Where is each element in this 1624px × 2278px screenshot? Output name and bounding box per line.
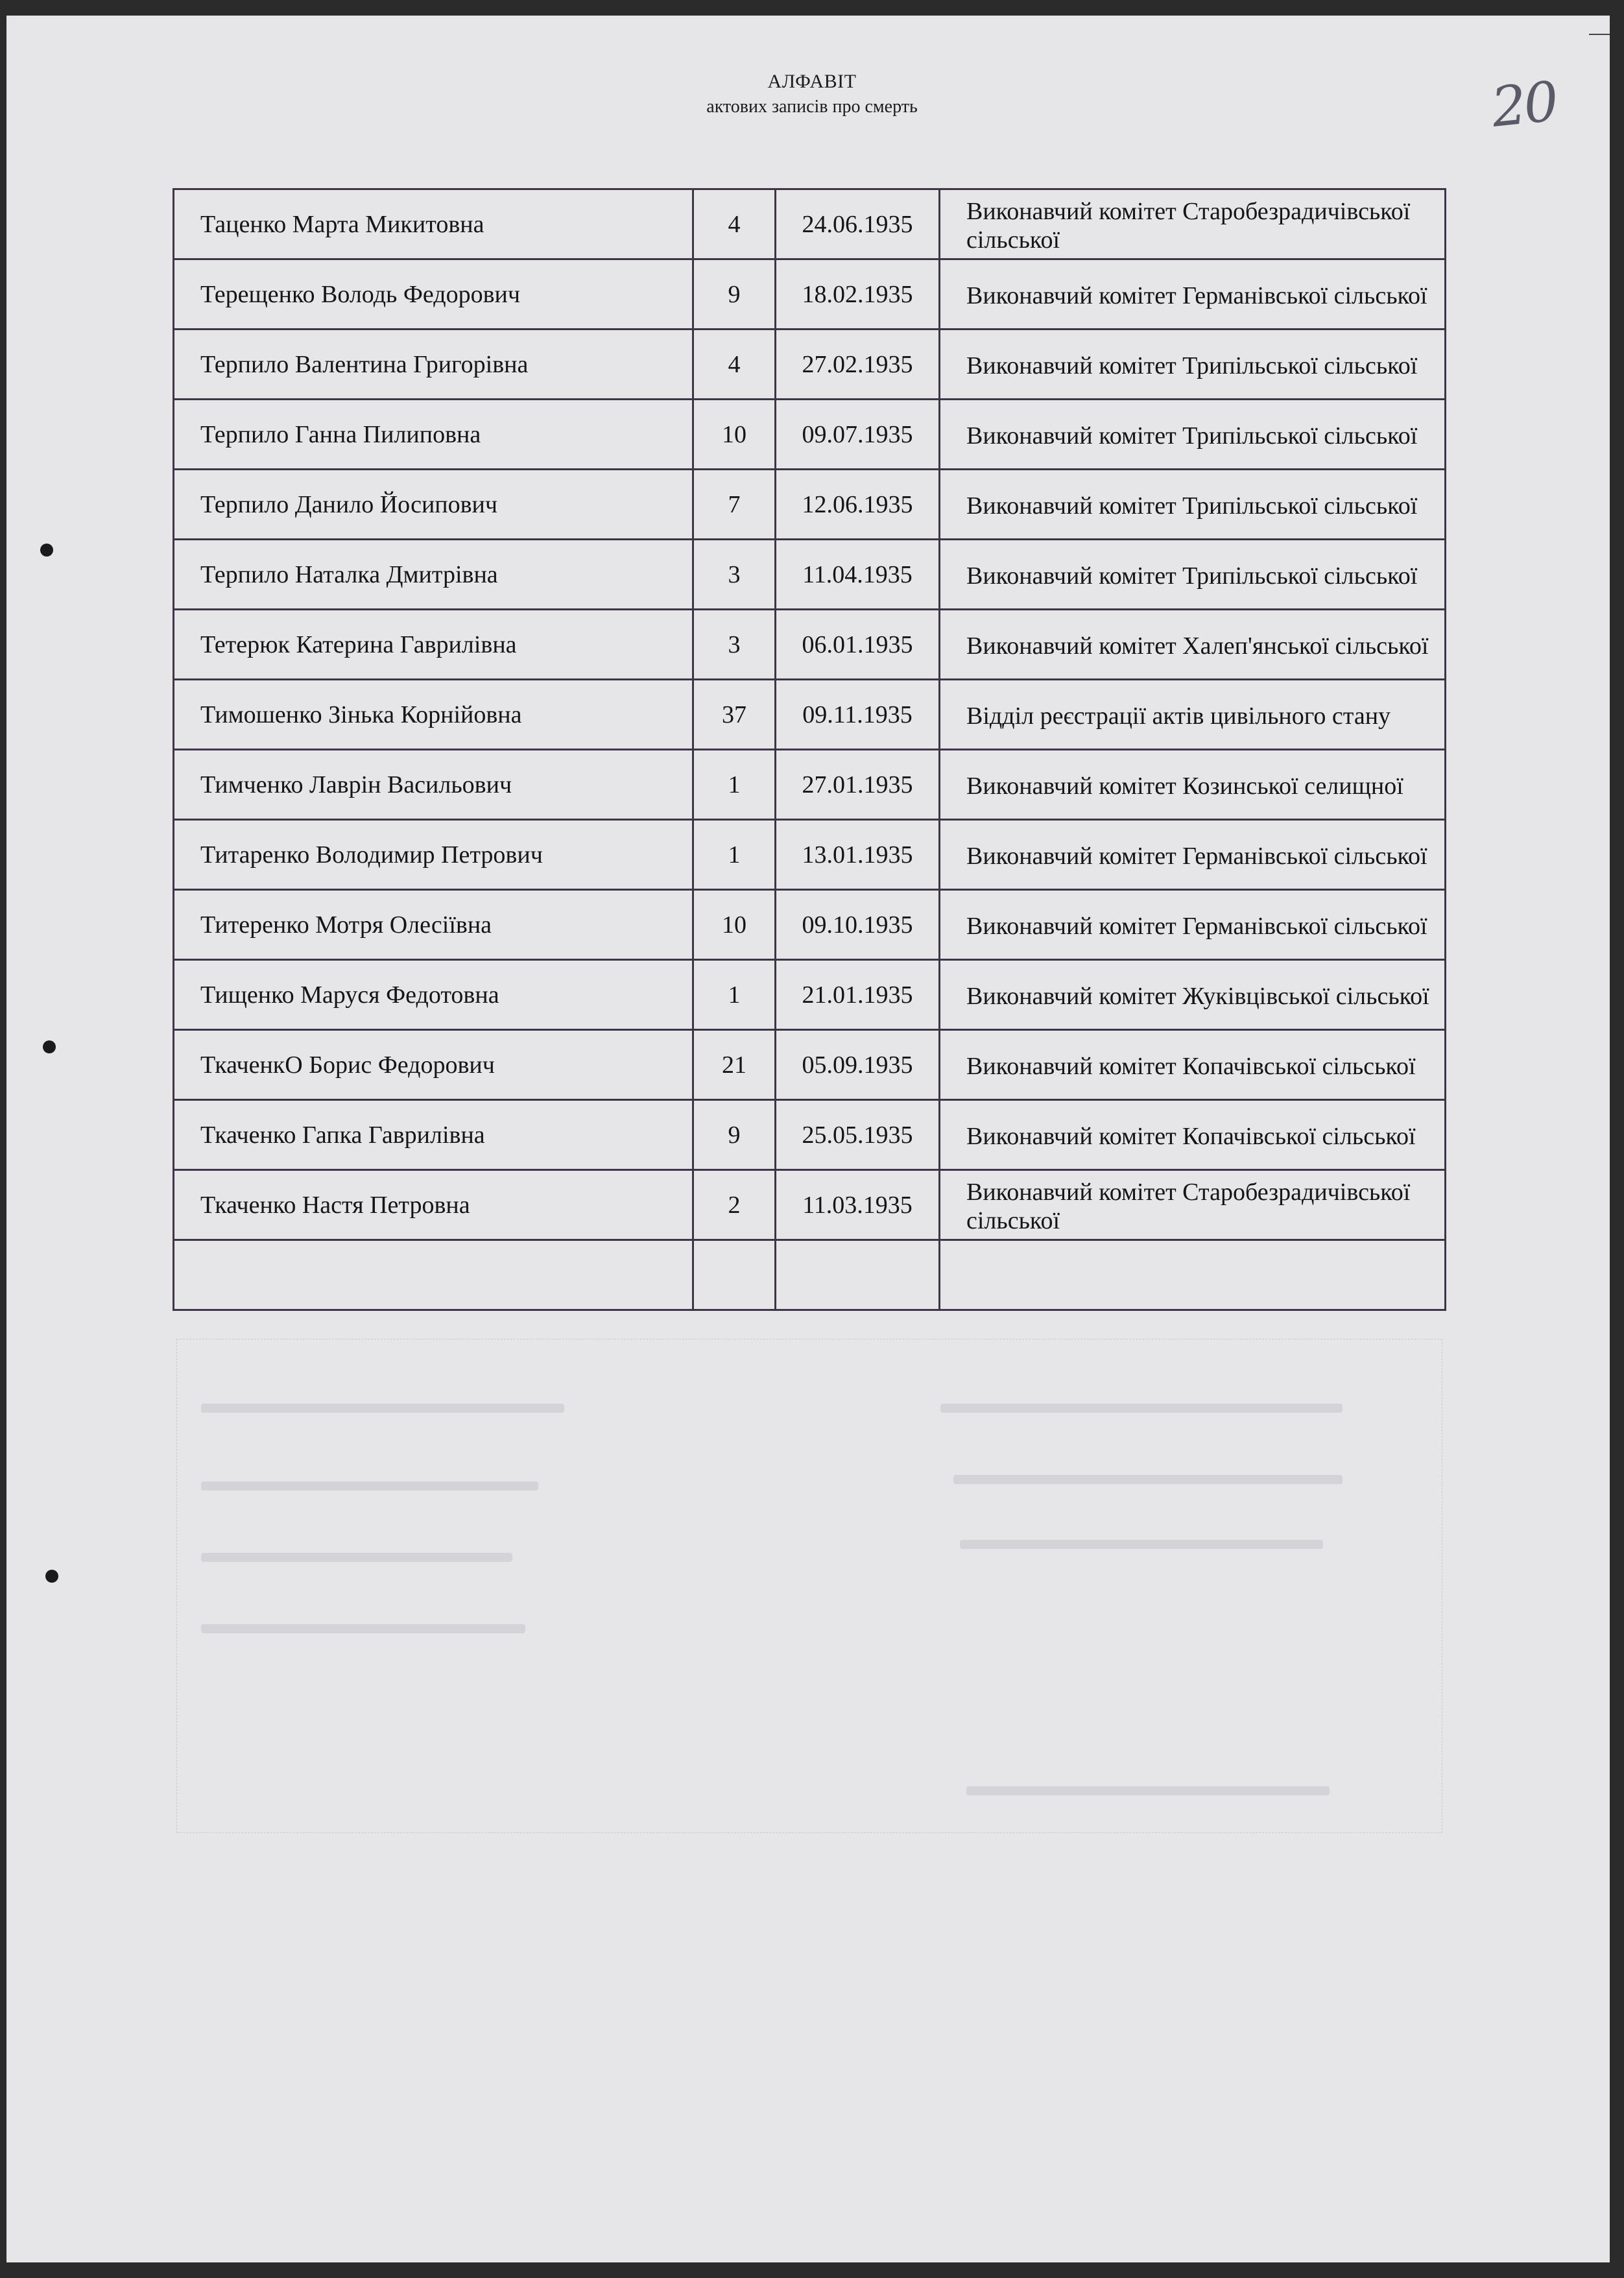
record-office: Виконавчий комітет Германівської сільської [940,820,1446,890]
record-office: Виконавчий комітет Трипільської сільської [940,330,1446,400]
record-office: Виконавчий комітет Халеп'янської сільської [940,610,1446,680]
table-row [174,610,1446,680]
record-office: Виконавчий комітет Трипільської сільської [940,540,1446,610]
record-date: 05.09.1935 [776,1030,940,1100]
record-number: 4 [693,189,776,259]
record-number: 4 [693,330,776,400]
record-office: Виконавчий комітет Трипільської сільської [940,400,1446,470]
record-date: 27.02.1935 [776,330,940,400]
record-number: 3 [693,610,776,680]
death-records-table [173,188,1446,1311]
table-row [174,750,1446,820]
record-office: Відділ реєстрації актів цивільного стану [940,680,1446,750]
bleed-through-table [176,1339,1442,1833]
bleed-through-line [953,1475,1343,1484]
table-row [174,890,1446,960]
punch-hole [45,1570,58,1583]
punch-hole [40,544,53,557]
table-row [174,540,1446,610]
record-name: Таценко Марта Микитовна [174,189,693,259]
record-office: Виконавчий комітет Германівської сільської [940,890,1446,960]
document-header [6,69,1610,119]
record-number: 1 [693,960,776,1030]
record-number: 7 [693,470,776,540]
record-name: ТкаченкО Борис Федорович [174,1030,693,1100]
record-date: 12.06.1935 [776,470,940,540]
record-date: 09.11.1935 [776,680,940,750]
record-date: 13.01.1935 [776,820,940,890]
document-title: АЛФАВІТ [767,71,857,92]
record-name: Титаренко Володимир Петрович [174,820,693,890]
handwritten-page-number: 20 [1488,69,1559,139]
bleed-through-line [201,1404,564,1413]
record-date: 24.06.1935 [776,189,940,259]
record-number: 1 [693,820,776,890]
record-date: 06.01.1935 [776,610,940,680]
record-name: Ткаченко Гапка Гаврилівна [174,1100,693,1170]
table-row [174,330,1446,400]
record-name [174,1240,693,1310]
record-date: 25.05.1935 [776,1100,940,1170]
record-number: 10 [693,890,776,960]
record-name: Тищенко Маруся Федотовна [174,960,693,1030]
record-name: Терпило Наталка Дмитрівна [174,540,693,610]
record-date: 18.02.1935 [776,259,940,330]
page-corner-mark [1589,34,1610,56]
table-row [174,259,1446,330]
record-name: Тимошенко Зінька Корнійовна [174,680,693,750]
table-row [174,820,1446,890]
record-date: 09.07.1935 [776,400,940,470]
record-name: Терпило Данило Йосипович [174,470,693,540]
record-number: 21 [693,1030,776,1100]
bleed-through-line [940,1404,1343,1413]
record-name: Ткаченко Настя Петровна [174,1170,693,1240]
record-number: 1 [693,750,776,820]
table-row [174,680,1446,750]
table-row [174,960,1446,1030]
bleed-through-line [201,1481,538,1491]
record-office: Виконавчий комітет Копачівської сільської [940,1100,1446,1170]
record-name: Терпило Ганна Пилиповна [174,400,693,470]
bleed-through-line [201,1624,525,1633]
record-date: 09.10.1935 [776,890,940,960]
bleed-through-line [960,1540,1323,1549]
document-page [6,16,1610,2262]
bleed-through-line [966,1786,1330,1795]
record-office: Виконавчий комітет Старобезрадичівської сільської [940,189,1446,259]
record-office: Виконавчий комітет Жуківцівської сільської [940,960,1446,1030]
record-name: Титеренко Мотря Олесіївна [174,890,693,960]
record-office: Виконавчий комітет Копачівської сільської [940,1030,1446,1100]
table-row [174,470,1446,540]
record-number: 10 [693,400,776,470]
record-date: 27.01.1935 [776,750,940,820]
table-row [174,189,1446,259]
record-name: Терещенко Володь Федорович [174,259,693,330]
record-number: 37 [693,680,776,750]
record-name: Тетерюк Катерина Гаврилівна [174,610,693,680]
record-name: Тимченко Лаврін Васильович [174,750,693,820]
table-row [174,1170,1446,1240]
table-row [174,1030,1446,1100]
table-row [174,400,1446,470]
table-row [174,1100,1446,1170]
punch-hole [43,1040,56,1053]
record-number: 9 [693,259,776,330]
record-office: Виконавчий комітет Козинської селищної [940,750,1446,820]
record-number: 9 [693,1100,776,1170]
record-date: 21.01.1935 [776,960,940,1030]
record-number: 2 [693,1170,776,1240]
record-number: 3 [693,540,776,610]
record-office: Виконавчий комітет Германівської сільської [940,259,1446,330]
record-date: 11.04.1935 [776,540,940,610]
record-date: 11.03.1935 [776,1170,940,1240]
record-name: Терпило Валентина Григорівна [174,330,693,400]
record-number [693,1240,776,1310]
bleed-through-line [201,1553,512,1562]
document-subtitle: актових записів про смерть [706,97,918,117]
record-office: Виконавчий комітет Трипільської сільської [940,470,1446,540]
record-office: Виконавчий комітет Старобезрадичівської сільської [940,1170,1446,1240]
table-row-empty [174,1240,1446,1310]
record-office [940,1240,1446,1310]
record-date [776,1240,940,1310]
